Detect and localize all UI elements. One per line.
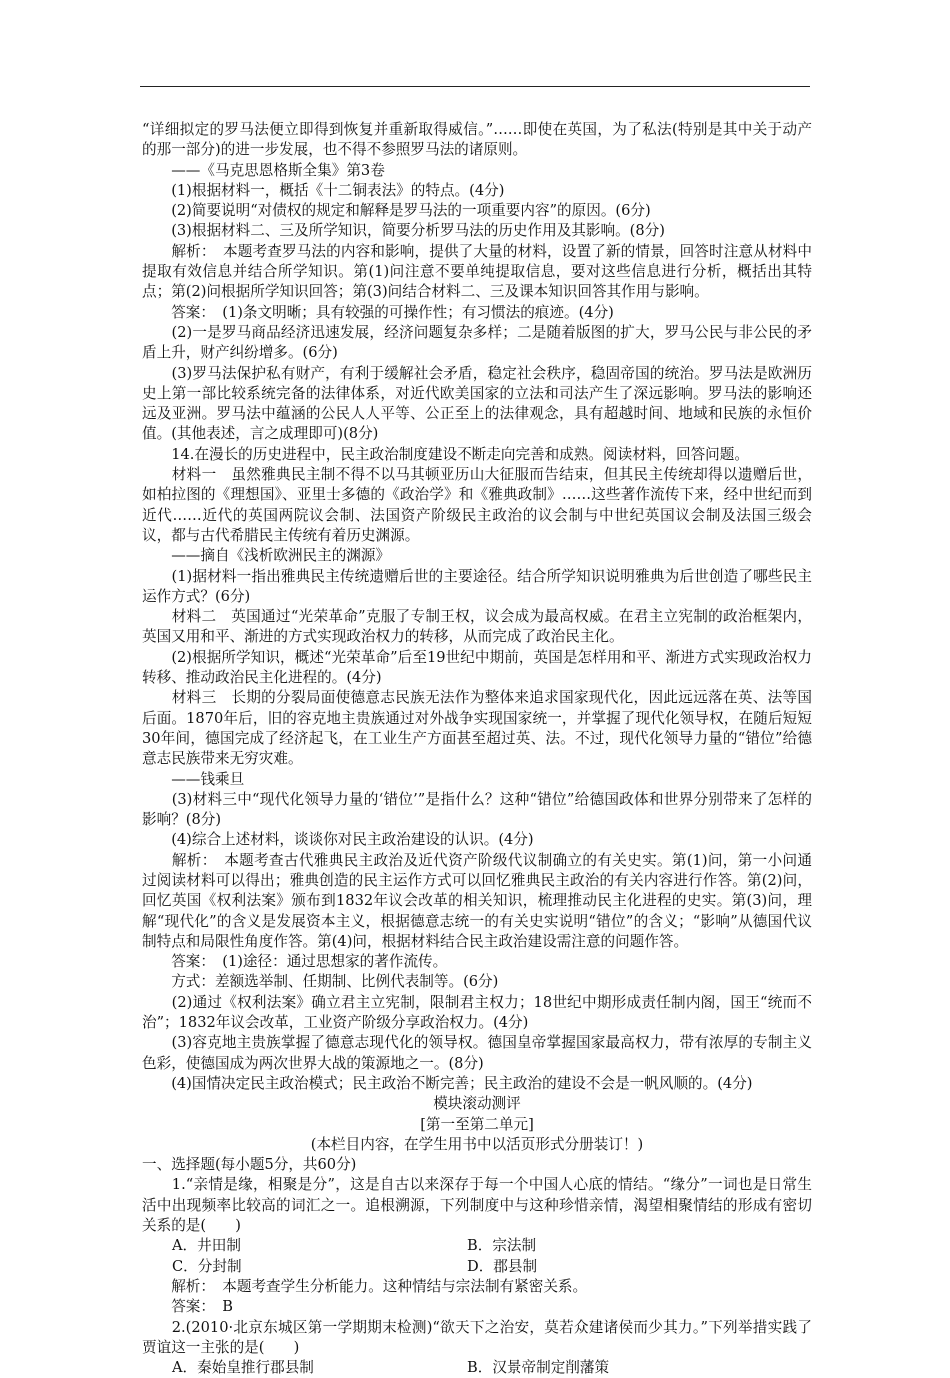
option-d: D．郡县制 [467, 1257, 538, 1275]
answer: (3)容克地主贵族掌握了德意志现代化的领导权。德国皇帝掌握国家最高权力，带有浓厚的专制主义色彩，使德国成为两次世界大战的策源地之一。(8分) [142, 1034, 812, 1072]
answer: (3)罗马法保护私有财产，有利于缓解社会矛盾，稳定社会秩序，稳固帝国的统治。罗马法是欧洲历史上第一部比较系统完备的法律体系，对近代欧美国家的立法和司法产生了深远影响。罗马法的影响还远及亚洲。罗马法中蕴涵的公民人人平等、公正至上的法律观念，具有超越时间、地域和民族的永恒价值。(其他表述，言之成理即可)(8分) [142, 364, 812, 443]
answer: (2)通过《权利法案》确立君主立宪制，限制君主权力；18世纪中期形成责任制内阁，国王“统而不治”；1832年议会改革，工业资产阶级分享政治权力。(4分) [142, 993, 812, 1032]
question: (2)简要说明“对债权的规定和解释是罗马法的一项重要内容”的原因。(6分) [142, 202, 651, 220]
answer: 方式：差额选举制、任期制、比例代表制等。(6分) [142, 973, 499, 991]
options-row [142, 1257, 812, 1277]
answer: (2)一是罗马商品经济迅速发展，经济问题复杂多样；二是随着版图的扩大，罗马公民与非公民的矛盾上升，财产纠纷增多。(6分) [142, 323, 812, 362]
analysis: 解析： 本题考查古代雅典民主政治及近代资产阶级代议制确立的有关史实。第(1)问，第一小问通过阅读材料可以得出；雅典创造的民主运作方式可以回忆雅典民主政治的有关内容进行作答。第(2)问，回忆英国《权利法案》颁布到1832年议会改革的相关知识，梳理推动民主化进程的史实。第(3)问，理解“现代化”的含义是发展资本主义，根据德意志统一的有关史实说明“错位”的含义；“影响”从德国代议制特点和局限性角度作答。第(4)问，根据材料结合民主政治建设需注意的问题作答。 [142, 851, 812, 950]
question-stem: 1.“亲情是缘，相聚是分”，这是自古以来深存于每一个中国人心底的情结。“缘分”一词也是日常生活中出现频率比较高的词汇之一。追根溯源，下列制度中与这种珍惜亲情，渴望相聚情结的形成有密切关系的是( ) [142, 1176, 812, 1235]
option-a: A．井田制 [172, 1237, 241, 1255]
answer: (4)国情决定民主政治模式；民主政治不断完善；民主政治的建设不会是一帆风顺的。(4分) [142, 1074, 753, 1092]
question-stem: 2.(2010·北京东城区第一学期期末检测)“欲天下之治安，莫若众建诸侯而少其力。”下列举措实践了贾谊这一主张的是( ) [142, 1318, 812, 1356]
question: (3)材料三中“现代化领导力量的‘错位’”是指什么？这种“错位”给德国政体和世界分别带来了怎样的影响？(8分) [142, 790, 812, 829]
section-title: 模块滚动测评 [433, 1095, 521, 1113]
material: 材料一 虽然雅典民主制不得不以马其顿亚历山大征服而告结束，但其民主传统却得以遗赠后世，如柏拉图的《理想国》、亚里士多德的《政治学》和《雅典政制》……这些著作流传下来，经中世纪而到近代……近代的英国两院议会制、法国资产阶级民主政治的议会制与中世纪英国议会制及法国三级会议，都与古代希腊民主传统有着历史渊源。 [142, 466, 812, 544]
section-note: (本栏目内容，在学生用书中以活页形式分册装订！) [310, 1135, 644, 1153]
option-b: B．汉景帝制定削藩策 [467, 1359, 610, 1377]
options-row [142, 1358, 812, 1378]
source-citation: ——钱乘旦 [142, 770, 245, 788]
paragraph: “详细拟定的罗马法便立即得到恢复并重新取得威信。”……即使在英国，为了私法(特别是其中关于动产的那一部分)的进一步发展，也不得不参照罗马法的诸原则。 [142, 121, 812, 159]
question: (4)综合上述材料，谈谈你对民主政治建设的认识。(4分) [142, 831, 534, 849]
answer: 答案： (1)途径：通过思想家的著作流传。 [142, 953, 448, 971]
question: (2)根据所学知识，概述“光荣革命”后至19世纪中期前，英国是怎样用和平、渐进方式实现政治权力转移、推动政治民主化进程的。(4分) [142, 648, 812, 687]
question: (1)据材料一指出雅典民主传统遗赠后世的主要途径。结合所学知识说明雅典为后世创造了哪些民主运作方式？(6分) [142, 567, 812, 605]
part-heading: 一、选择题(每小题5分，共60分) [142, 1156, 357, 1174]
header-rule [140, 86, 810, 87]
source-citation: ——《马克思恩格斯全集》第3卷 [142, 161, 385, 179]
option-a: A．秦始皇推行郡县制 [172, 1359, 314, 1377]
material: 材料三 长期的分裂局面使德意志民族无法作为整体来追求国家现代化，因此远远落在英、法等国后面。1870年后，旧的容克地主贵族通过对外战争实现国家统一，并掌握了现代化领导权，在随后短短30年间，德国完成了经济起飞，在工业生产方面甚至超过英、法。不过，现代化领导力量的“错位”给德意志民族带来无穷灾难。 [142, 689, 812, 768]
question-stem: 14.在漫长的历史进程中，民主政治制度建设不断走向完善和成熟。阅读材料，回答问题。 [142, 445, 749, 463]
question: (3)根据材料二、三及所学知识，简要分析罗马法的历史作用及其影响。(8分) [142, 222, 665, 240]
options-row [142, 1236, 812, 1256]
analysis: 解析： 本题考查罗马法的内容和影响，提供了大量的材料，设置了新的情景，回答时注意从材料中提取有效信息并结合所学知识。第(1)问注意不要单纯提取信息，要对这些信息进行分析，概括出其特点；第(2)问根据所学知识回答；第(3)问结合材料二、三及课本知识回答其作用与影响。 [142, 242, 812, 301]
analysis: 解析： 本题考查学生分析能力。这种情结与宗法制有紧密关系。 [142, 1277, 588, 1295]
option-c: C．分封制 [172, 1257, 242, 1275]
answer: 答案： (1)条文明晰；具有较强的可操作性；有习惯法的痕迹。(4分) [142, 303, 614, 321]
answer: 答案： B [142, 1298, 233, 1316]
material: 材料二 英国通过“光荣革命”克服了专制王权，议会成为最高权威。在君主立宪制的政治框架内，英国又用和平、渐进的方式实现政治权力的转移，从而完成了政治民主化。 [142, 608, 812, 646]
section-subtitle: [第一至第二单元] [420, 1115, 534, 1133]
question: (1)根据材料一，概括《十二铜表法》的特点。(4分) [142, 181, 505, 199]
source-citation: ——摘自《浅析欧洲民主的渊源》 [142, 547, 391, 565]
document-body [142, 120, 812, 1378]
option-b: B．宗法制 [467, 1237, 537, 1255]
